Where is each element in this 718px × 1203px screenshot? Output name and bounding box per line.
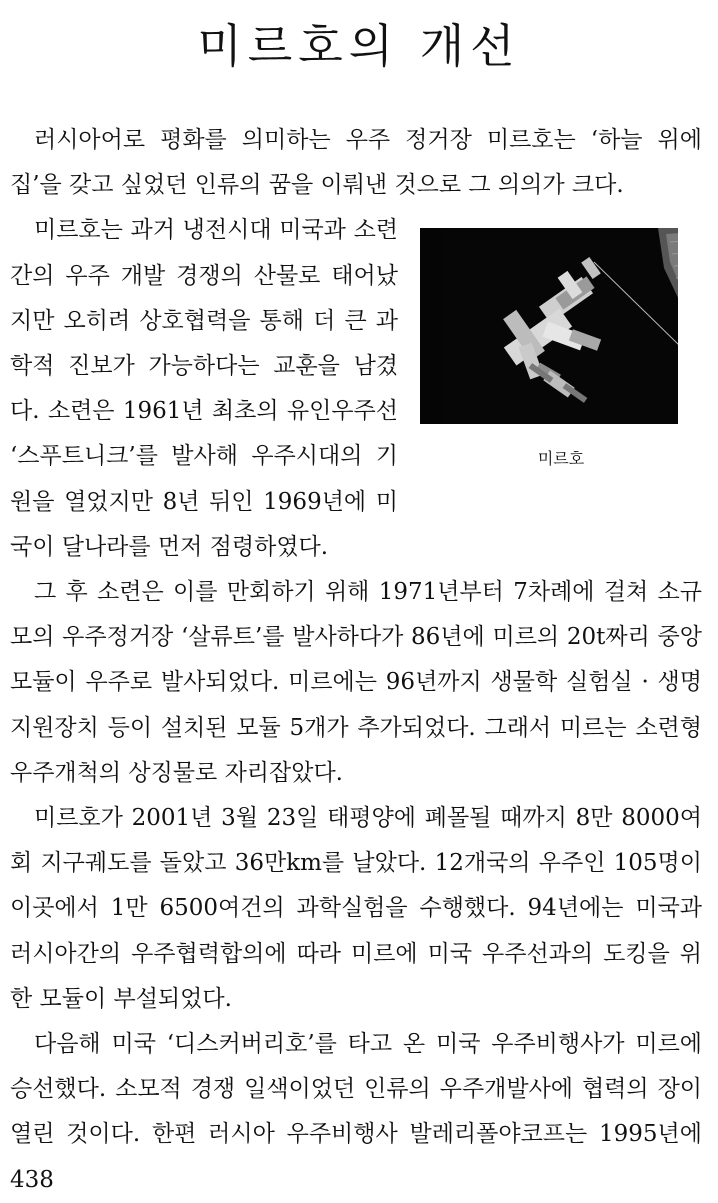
paragraph-3: 그 후 소련은 이를 만회하기 위해 1971년부터 7차례에 걸쳐 소규모의 우주정거장 ‘살류트’를 발사하다가 86년에 미르의 20t짜리 중앙모듈이 우주로 발사되었다. 미르에는 96년까지 생물학 실험실 · 생명지원장치 등이 설치된 모듈 5개가 추가되었다. 그래서 미르는 소련형 우주개척의 상징물로 자리잡았다. (10, 579, 702, 786)
paragraph-1: 러시아어로 평화를 의미하는 우주 정거장 미르호는 ‘하늘 위에 집’을 갖고 싶었던 인류의 꿈을 이뤄낸 것으로 그 의의가 크다. (10, 127, 702, 199)
paragraph-4: 미르호가 2001년 3월 23일 태평양에 폐몰될 때까지 8만 8000여회 지구궤도를 돌았고 36만km를 날았다. 12개국의 우주인 105명이 이곳에서 1만 6500여건의 과학실험을 수행했다. 94년에는 미국과 러시아간의 우주협력합의에 따라 미르에 미국 우주선과의 도킹을 위한 모듈이 부설되었다. (10, 805, 702, 1012)
paragraph-2-text: 미르호는 과거 냉전시대 미국과 소련간의 우주 개발 경쟁의 산물로 태어났지만 오히려 상호협력을 통해 더 큰 과학적 진보가 가능하다는 교훈을 남겼다. 소련은 1961년 최초의 유인우주선 ‘스푸트니크’를 발사해 우주시대의 기원을 열었지만 8년 뒤인 1969년에 미국이 달나라를 먼저 점령하였다. (10, 217, 398, 560)
article-body (10, 118, 702, 1203)
figure-caption: 미르호 (537, 449, 585, 469)
figure (412, 228, 702, 520)
mir-station-photo (420, 228, 678, 424)
mir-space-station-photo (444, 228, 678, 424)
page-title: 미르호의 개선 (197, 19, 521, 73)
paragraph-5: 다음해 미국 ‘디스커버리호’를 타고 온 미국 우주비행사가 미르에 승선했다. 소모적 경쟁 일색이었던 인류의 우주개발사에 협력의 장이 열린 것이다. 한편 러시아 우주비행사 발레리폴야코프는 1995년에 438 (10, 1031, 702, 1193)
paragraph-2 (10, 208, 702, 570)
